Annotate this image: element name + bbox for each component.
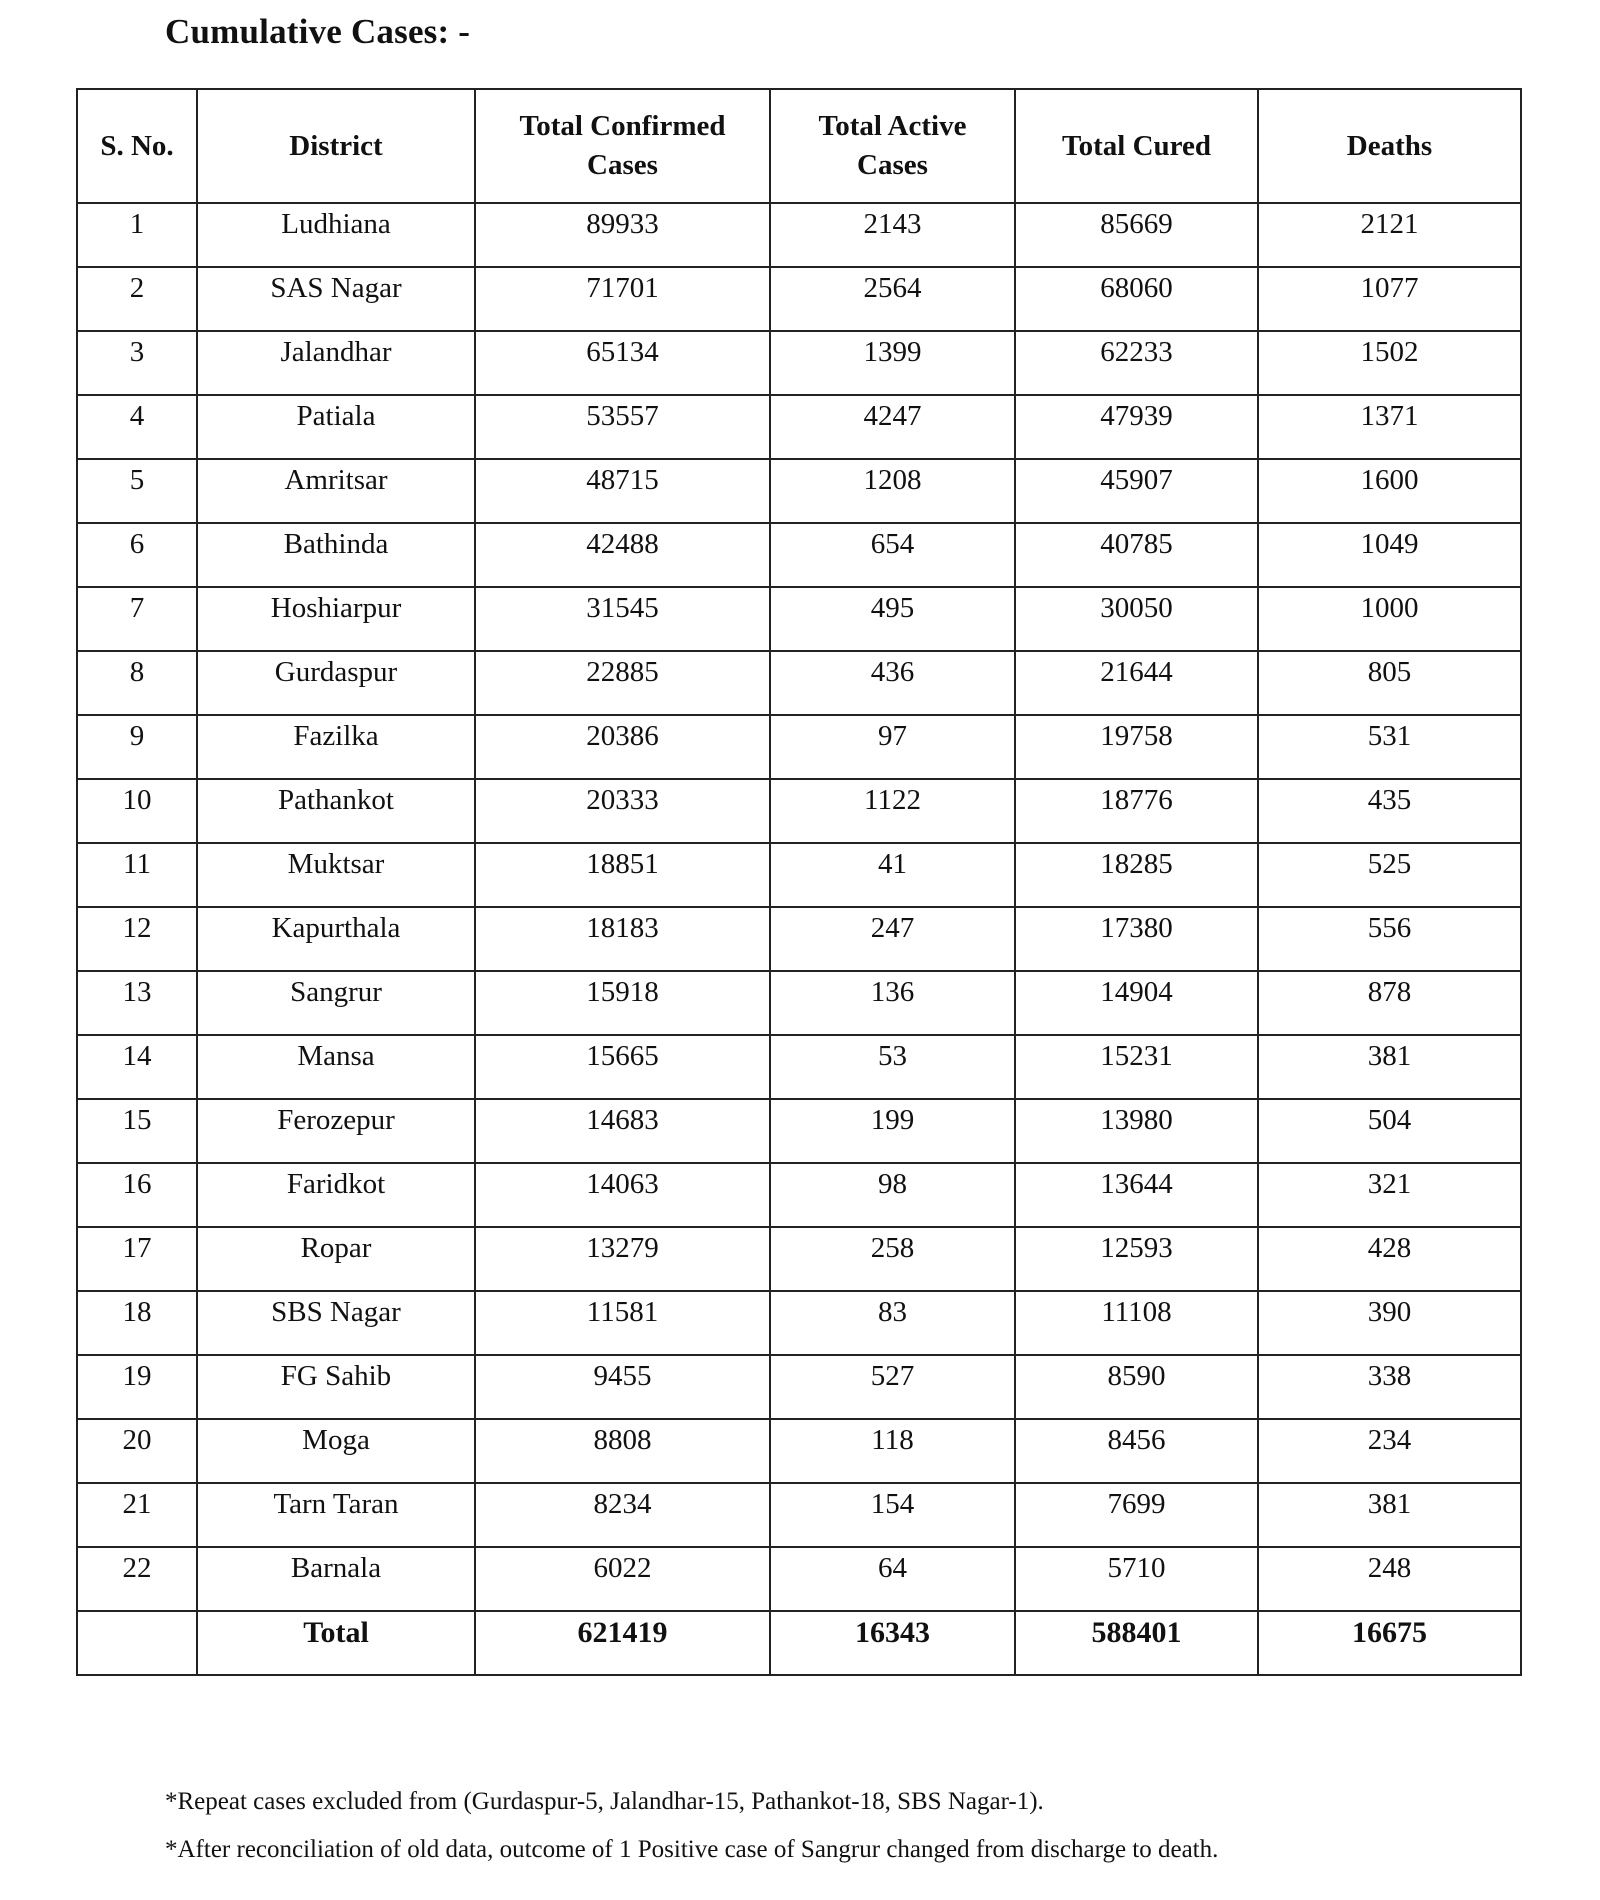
table-row [77,779,1521,843]
table-row [77,1547,1521,1611]
cell-sno: 5 [77,459,197,523]
cell-total-active: 136 [770,971,1015,1035]
cell-sno: 2 [77,267,197,331]
cell-deaths: 525 [1258,843,1521,907]
cell-total-cured: 45907 [1015,459,1258,523]
cell-total-active: 199 [770,1099,1015,1163]
cell-deaths: 234 [1258,1419,1521,1483]
footnote-reconciliation: *After reconciliation of old data, outcome of 1 Positive case of Sangrur changed from discharge to death. [165,1836,1219,1863]
cell-total-confirmed: 13279 [475,1227,770,1291]
cell-district: Ludhiana [197,203,475,267]
table-row [77,1035,1521,1099]
cell-total-cured: 68060 [1015,267,1258,331]
cell-total-confirmed: 22885 [475,651,770,715]
cell-total-confirmed: 53557 [475,395,770,459]
cell-sno: 4 [77,395,197,459]
table-row [77,1227,1521,1291]
cell-sno: 13 [77,971,197,1035]
cumulative-cases-table [76,88,1522,1676]
cell-total-confirmed: 6022 [475,1547,770,1611]
cell-total-active: 83 [770,1291,1015,1355]
table-row [77,587,1521,651]
total-row [77,1611,1521,1675]
cell-total-cured: 30050 [1015,587,1258,651]
cell-total-confirmed: 89933 [475,203,770,267]
cell-total-confirmed: 8808 [475,1419,770,1483]
cell-total-cured: 8590 [1015,1355,1258,1419]
cell-deaths: 2121 [1258,203,1521,267]
cell-total-confirmed: 65134 [475,331,770,395]
cell-deaths: 1000 [1258,587,1521,651]
header-district: District [197,89,475,203]
cell-district: SBS Nagar [197,1291,475,1355]
cell-district: FG Sahib [197,1355,475,1419]
cell-district: Sangrur [197,971,475,1035]
cell-sno: 9 [77,715,197,779]
cell-deaths: 321 [1258,1163,1521,1227]
total-total-confirmed: 621419 [475,1611,770,1675]
cell-sno: 18 [77,1291,197,1355]
cell-district: Ropar [197,1227,475,1291]
table-row [77,715,1521,779]
cell-deaths: 878 [1258,971,1521,1035]
cell-total-active: 654 [770,523,1015,587]
cell-deaths: 248 [1258,1547,1521,1611]
cell-total-cured: 15231 [1015,1035,1258,1099]
cell-total-cured: 12593 [1015,1227,1258,1291]
table-row [77,331,1521,395]
table-row [77,1483,1521,1547]
cell-sno: 21 [77,1483,197,1547]
cell-deaths: 381 [1258,1483,1521,1547]
cell-sno: 11 [77,843,197,907]
table-row [77,395,1521,459]
cell-district: Amritsar [197,459,475,523]
cell-sno: 22 [77,1547,197,1611]
table-row [77,203,1521,267]
cell-sno: 15 [77,1099,197,1163]
cell-sno: 19 [77,1355,197,1419]
cell-total-confirmed: 71701 [475,267,770,331]
cell-total-confirmed: 9455 [475,1355,770,1419]
cell-total-confirmed: 14063 [475,1163,770,1227]
cell-deaths: 1600 [1258,459,1521,523]
cell-total-active: 2143 [770,203,1015,267]
footnotes [165,1778,1515,1874]
cell-sno: 17 [77,1227,197,1291]
cell-deaths: 1502 [1258,331,1521,395]
cell-district: Fazilka [197,715,475,779]
table-row [77,843,1521,907]
cell-sno: 6 [77,523,197,587]
cell-sno: 14 [77,1035,197,1099]
cell-total-active: 1208 [770,459,1015,523]
table-header-row [77,89,1521,203]
cell-deaths: 556 [1258,907,1521,971]
table-row [77,267,1521,331]
cell-total-cured: 18776 [1015,779,1258,843]
cell-district: Gurdaspur [197,651,475,715]
table-row [77,523,1521,587]
cell-sno: 8 [77,651,197,715]
cell-deaths: 338 [1258,1355,1521,1419]
cell-deaths: 381 [1258,1035,1521,1099]
cell-deaths: 1049 [1258,523,1521,587]
cell-total-cured: 85669 [1015,203,1258,267]
cell-total-active: 258 [770,1227,1015,1291]
cell-district: Bathinda [197,523,475,587]
header-deaths: Deaths [1258,89,1521,203]
total-total-cured: 588401 [1015,1611,1258,1675]
cell-total-cured: 13980 [1015,1099,1258,1163]
cell-total-active: 118 [770,1419,1015,1483]
table-row [77,1291,1521,1355]
cell-total-confirmed: 11581 [475,1291,770,1355]
cell-total-cured: 40785 [1015,523,1258,587]
header-total-confirmed: Total Confirmed Cases [475,89,770,203]
cell-total-active: 495 [770,587,1015,651]
cell-district: Muktsar [197,843,475,907]
table-row [77,651,1521,715]
table-row [77,1099,1521,1163]
cell-total-active: 97 [770,715,1015,779]
cell-district: Moga [197,1419,475,1483]
cell-district: SAS Nagar [197,267,475,331]
table-row [77,971,1521,1035]
table-row [77,1355,1521,1419]
cell-deaths: 1077 [1258,267,1521,331]
cell-district: Tarn Taran [197,1483,475,1547]
cell-total-confirmed: 20333 [475,779,770,843]
cell-total-cured: 5710 [1015,1547,1258,1611]
cell-sno: 16 [77,1163,197,1227]
total-district: Total [197,1611,475,1675]
cell-sno: 1 [77,203,197,267]
header-sno: S. No. [77,89,197,203]
cell-total-cured: 8456 [1015,1419,1258,1483]
cell-total-cured: 62233 [1015,331,1258,395]
cell-deaths: 390 [1258,1291,1521,1355]
cell-sno: 12 [77,907,197,971]
footnote-repeat-cases: *Repeat cases excluded from (Gurdaspur-5, Jalandhar-15, Pathankot-18, SBS Nagar-1). [165,1788,1044,1815]
cell-total-active: 41 [770,843,1015,907]
cell-total-active: 98 [770,1163,1015,1227]
cell-sno: 7 [77,587,197,651]
cell-district: Hoshiarpur [197,587,475,651]
total-total-active: 16343 [770,1611,1015,1675]
cell-total-confirmed: 15918 [475,971,770,1035]
cell-total-confirmed: 8234 [475,1483,770,1547]
cell-deaths: 435 [1258,779,1521,843]
cell-total-confirmed: 14683 [475,1099,770,1163]
cell-deaths: 504 [1258,1099,1521,1163]
cell-total-confirmed: 42488 [475,523,770,587]
cell-sno: 3 [77,331,197,395]
cell-total-cured: 7699 [1015,1483,1258,1547]
cell-district: Ferozepur [197,1099,475,1163]
total-sno [77,1611,197,1675]
cell-total-active: 1399 [770,331,1015,395]
cell-deaths: 531 [1258,715,1521,779]
cell-total-active: 2564 [770,267,1015,331]
cell-total-confirmed: 18851 [475,843,770,907]
header-total-active: Total Active Cases [770,89,1015,203]
cell-total-cured: 18285 [1015,843,1258,907]
cell-total-active: 1122 [770,779,1015,843]
cell-sno: 20 [77,1419,197,1483]
cell-total-cured: 14904 [1015,971,1258,1035]
cell-total-active: 4247 [770,395,1015,459]
cell-sno: 10 [77,779,197,843]
cell-district: Kapurthala [197,907,475,971]
cell-total-confirmed: 15665 [475,1035,770,1099]
table-row [77,907,1521,971]
cell-total-cured: 17380 [1015,907,1258,971]
cell-total-confirmed: 31545 [475,587,770,651]
cell-total-active: 64 [770,1547,1015,1611]
table-body [77,203,1521,1675]
cell-district: Jalandhar [197,331,475,395]
cell-district: Faridkot [197,1163,475,1227]
cell-total-active: 247 [770,907,1015,971]
page-title: Cumulative Cases: - [165,12,471,51]
cell-total-active: 436 [770,651,1015,715]
header-total-cured: Total Cured [1015,89,1258,203]
cell-total-cured: 21644 [1015,651,1258,715]
cell-total-cured: 13644 [1015,1163,1258,1227]
table-row [77,1163,1521,1227]
cell-total-cured: 11108 [1015,1291,1258,1355]
cell-deaths: 1371 [1258,395,1521,459]
cell-deaths: 805 [1258,651,1521,715]
cell-total-active: 53 [770,1035,1015,1099]
cell-district: Patiala [197,395,475,459]
cell-total-confirmed: 18183 [475,907,770,971]
cell-district: Pathankot [197,779,475,843]
cell-total-active: 527 [770,1355,1015,1419]
cell-total-confirmed: 20386 [475,715,770,779]
total-deaths: 16675 [1258,1611,1521,1675]
cell-total-cured: 47939 [1015,395,1258,459]
cell-total-cured: 19758 [1015,715,1258,779]
cell-total-active: 154 [770,1483,1015,1547]
cell-total-confirmed: 48715 [475,459,770,523]
cell-district: Mansa [197,1035,475,1099]
table-row [77,1419,1521,1483]
cell-district: Barnala [197,1547,475,1611]
table-row [77,459,1521,523]
cell-deaths: 428 [1258,1227,1521,1291]
